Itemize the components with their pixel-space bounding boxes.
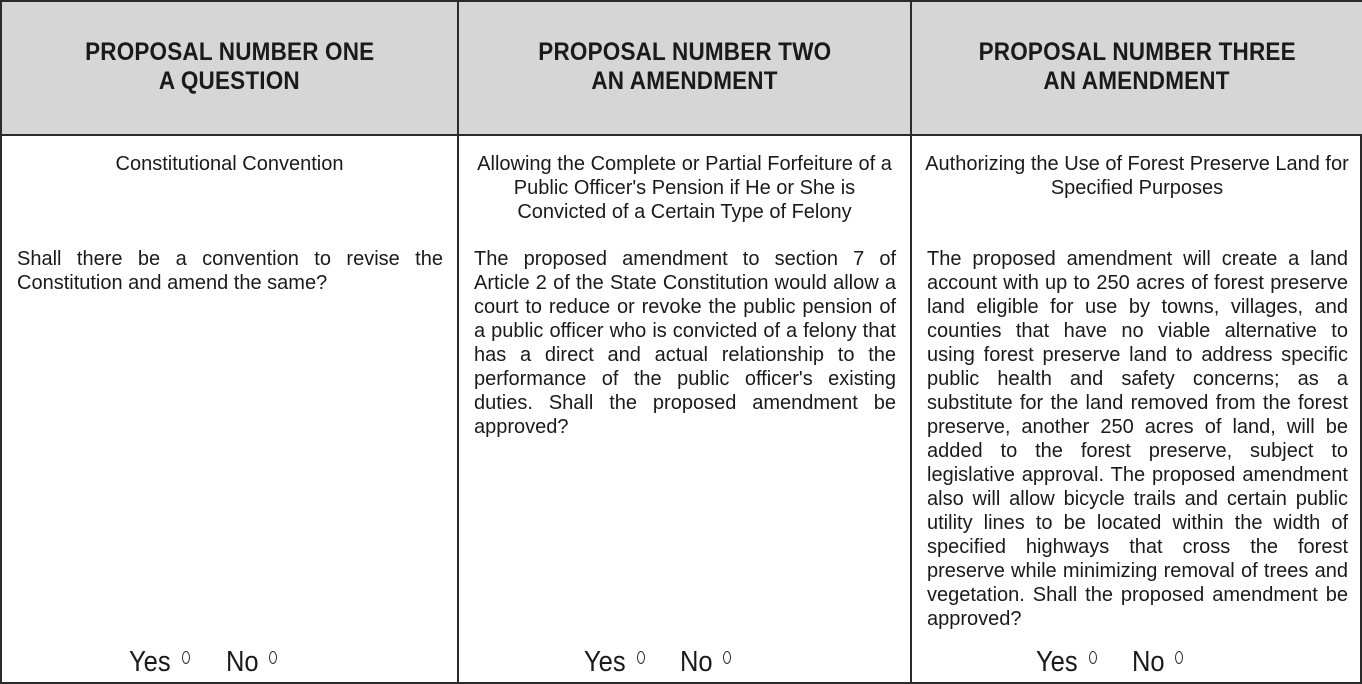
proposal-three-no-label: No <box>1132 646 1165 678</box>
proposal-two-yes-bubble[interactable] <box>637 651 645 664</box>
proposal-one-column <box>2 2 457 684</box>
proposal-two-title <box>469 152 900 224</box>
proposal-three-title-line: Specified Purposes <box>1050 177 1224 199</box>
proposal-three-type: AN AMENDMENT <box>1043 67 1231 95</box>
proposal-three-title <box>922 152 1352 200</box>
proposal-one-heading: PROPOSAL NUMBER ONE <box>84 38 375 66</box>
proposal-two-title-line: Convicted of a Certain Type of Felony <box>517 201 852 223</box>
proposal-one-title <box>12 152 447 176</box>
proposal-one-no-label: No <box>226 646 259 678</box>
proposal-two-column <box>457 2 910 684</box>
proposal-two-text: The proposed amendment to section 7 of Article 2 of the State Constitution would allow a court to reduce or revoke the public pension of a public officer who is convicted of a felony that has a direct and actual relationship to the performance of the public officer's existing duties. Shall the proposed amendment be approved? <box>474 248 896 438</box>
proposal-two-yes-label: Yes <box>584 646 626 678</box>
proposal-three-votes <box>912 644 1362 680</box>
proposal-two-votes <box>459 644 910 680</box>
proposal-three-column <box>910 2 1362 684</box>
proposal-three-yes-label: Yes <box>1036 646 1078 678</box>
proposal-three-title-line: Authorizing the Use of Forest Preserve Land for <box>925 153 1349 175</box>
proposal-one-votes <box>2 644 457 680</box>
proposal-two-title-line: Allowing the Complete or Partial Forfeiture of a <box>477 153 892 175</box>
proposal-one-yes-bubble[interactable] <box>182 651 190 664</box>
proposal-two-header <box>459 2 910 136</box>
proposal-two-type: AN AMENDMENT <box>591 67 778 95</box>
proposal-one-yes-label: Yes <box>129 646 171 678</box>
proposal-two-no-label: No <box>680 646 713 678</box>
proposal-one-title-line: Constitutional Convention <box>115 153 344 175</box>
proposal-three-header <box>912 2 1362 136</box>
proposal-three-heading: PROPOSAL NUMBER THREE <box>978 38 1296 66</box>
proposal-three-yes-bubble[interactable] <box>1089 651 1097 664</box>
proposal-one-header <box>2 2 457 136</box>
proposal-two-title-line: Public Officer's Pension if He or She is <box>513 177 856 199</box>
proposal-one-no-bubble[interactable] <box>269 651 277 664</box>
proposal-two-heading: PROPOSAL NUMBER TWO <box>537 38 832 66</box>
proposal-two-no-bubble[interactable] <box>723 651 731 664</box>
proposal-three-no-bubble[interactable] <box>1175 651 1183 664</box>
proposal-three-text: The proposed amendment will create a land account with up to 250 acres of forest preserve land eligible for use by towns, villages, and counties that have no viable alternative to using forest preserve land to address specific public health and safety concerns; as a substitute for the land removed from the forest preserve, another 250 acres of land, will be added to the forest preserve, subject to legislative approval. The proposed amendment also will allow bicycle trails and certain public utility lines to be located within the width of specified highways that cross the forest preserve while minimizing removal of trees and vegetation. Shall the proposed amendment be approved? <box>927 248 1348 630</box>
proposal-one-text: Shall there be a convention to revise the Constitution and amend the same? <box>17 248 443 294</box>
proposal-one-type: A QUESTION <box>159 67 300 95</box>
